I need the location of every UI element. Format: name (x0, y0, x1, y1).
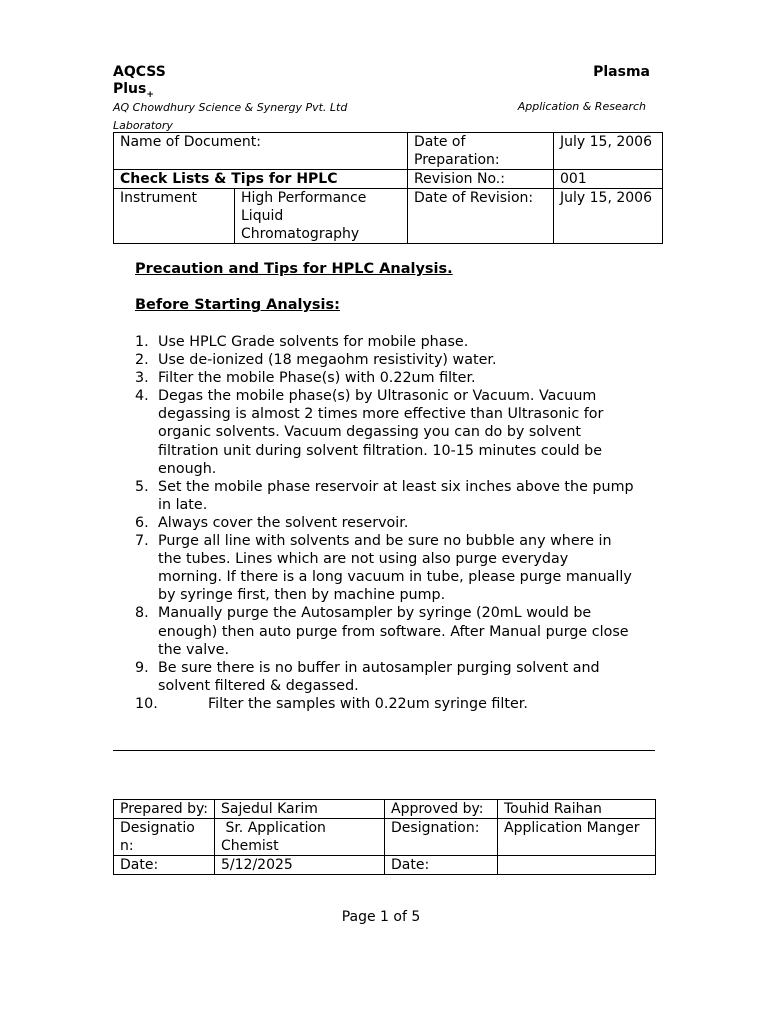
item-text: Filter the mobile Phase(s) with 0.22um filter. (158, 370, 476, 387)
company-suffix: + (146, 89, 154, 100)
company-line2: Plus$_+$ (113, 81, 154, 100)
item-text: Use de-ionized (18 megaohm resistivity) water. (158, 352, 497, 369)
prepared-by-value: Sajedul Karim (215, 800, 385, 819)
revision-label: Revision No.: (408, 170, 554, 189)
item-text: Set the mobile phase reservoir at least six inches above the pump in late. (158, 478, 634, 513)
doc-name-label: Name of Document: (114, 133, 408, 170)
list-item (135, 659, 635, 695)
item-text: Use HPLC Grade solvents for mobile phase. (158, 334, 469, 350)
revision-value: 001 (554, 170, 663, 189)
approved-by-value: Touhid Raihan (498, 800, 656, 819)
date-value-left: 5/12/2025 (215, 856, 385, 875)
item-text: Always cover the solvent reservoir. (158, 514, 409, 531)
list-item (135, 351, 635, 369)
designation-label-left: Designation: (114, 819, 215, 856)
date-value-right (498, 856, 656, 875)
date-label-right: Date: (385, 856, 498, 875)
header-right-subtitle: Application & Research (517, 100, 646, 113)
document-info-table (113, 132, 663, 244)
checklist (135, 333, 635, 713)
item-number: 2. (135, 352, 149, 369)
item-number: 5. (135, 478, 149, 495)
item-text: Be sure there is no buffer in autosampler purging solvent and solvent filtered & degassed. (158, 659, 600, 694)
item-text: Filter the samples with 0.22um syringe filter. (208, 695, 528, 712)
laboratory-text: Laboratory (113, 119, 173, 132)
prepared-by-label: Prepared by: (114, 800, 215, 819)
list-item (135, 532, 635, 604)
company-line1: AQCSS (113, 64, 166, 80)
list-item (135, 695, 635, 713)
instrument-value: High Performance Liquid Chromatography (235, 189, 408, 244)
company-full-text: AQ Chowdhury Science & Synergy Pvt. Ltd (113, 101, 348, 114)
item-number: 3. (135, 370, 149, 387)
revision-date-value: July 15, 2006 (554, 189, 663, 244)
header-right-title: Plasma (593, 64, 650, 80)
item-text: Manually purge the Autosampler by syringe (20mL would be enough) then auto purge from software. After Manual purge close the valve. (158, 605, 629, 658)
list-item (135, 369, 635, 387)
page-number: Page 1 of 5 (341, 909, 421, 925)
date-label-left: Date: (114, 856, 215, 875)
revision-date-label: Date of Revision: (408, 189, 554, 244)
divider (113, 750, 655, 751)
prep-date-label: Date of Preparation: (408, 133, 554, 170)
item-number: 10. (135, 695, 158, 712)
list-item (135, 333, 635, 351)
doc-name-value: Check Lists & Tips for HPLC (114, 170, 408, 189)
list-item (135, 387, 635, 477)
item-number: 9. (135, 659, 149, 676)
prep-date-value: July 15, 2006 (554, 133, 663, 170)
item-text: Purge all line with solvents and be sure no bubble any where in the tubes. Lines which are not using also purge everyday morning. If there is a long vacuum in tube, please purge manually by syringe first, then by machine pump. (158, 533, 632, 604)
signoff-table (113, 799, 656, 875)
instrument-label: Instrument (114, 189, 235, 244)
designation-label-right: Designation: (385, 819, 498, 856)
subsection-title: Before Starting Analysis: (135, 297, 340, 313)
company-full-name (113, 99, 413, 135)
item-number: 4. (135, 388, 149, 405)
section-title: Precaution and Tips for HPLC Analysis. (135, 261, 453, 277)
item-number: 7. (135, 533, 149, 550)
item-number: 6. (135, 514, 149, 531)
item-text: Degas the mobile phase(s) by Ultrasonic or Vacuum. Vacuum degassing is almost 2 times more effective than Ultrasonic for organic solvents. Vacuum degassing you can do by solvent filtration unit during solvent filtration. 10-15 minutes could be enough. (158, 388, 604, 477)
list-item (135, 514, 635, 532)
designation-value-left: Sr. Application Chemist (215, 819, 385, 856)
item-number: 8. (135, 605, 149, 622)
designation-value-right: Application Manger (498, 819, 656, 856)
item-number: 1. (135, 334, 149, 350)
list-item (135, 604, 635, 658)
list-item (135, 478, 635, 514)
approved-by-label: Approved by: (385, 800, 498, 819)
company-name (113, 64, 233, 104)
